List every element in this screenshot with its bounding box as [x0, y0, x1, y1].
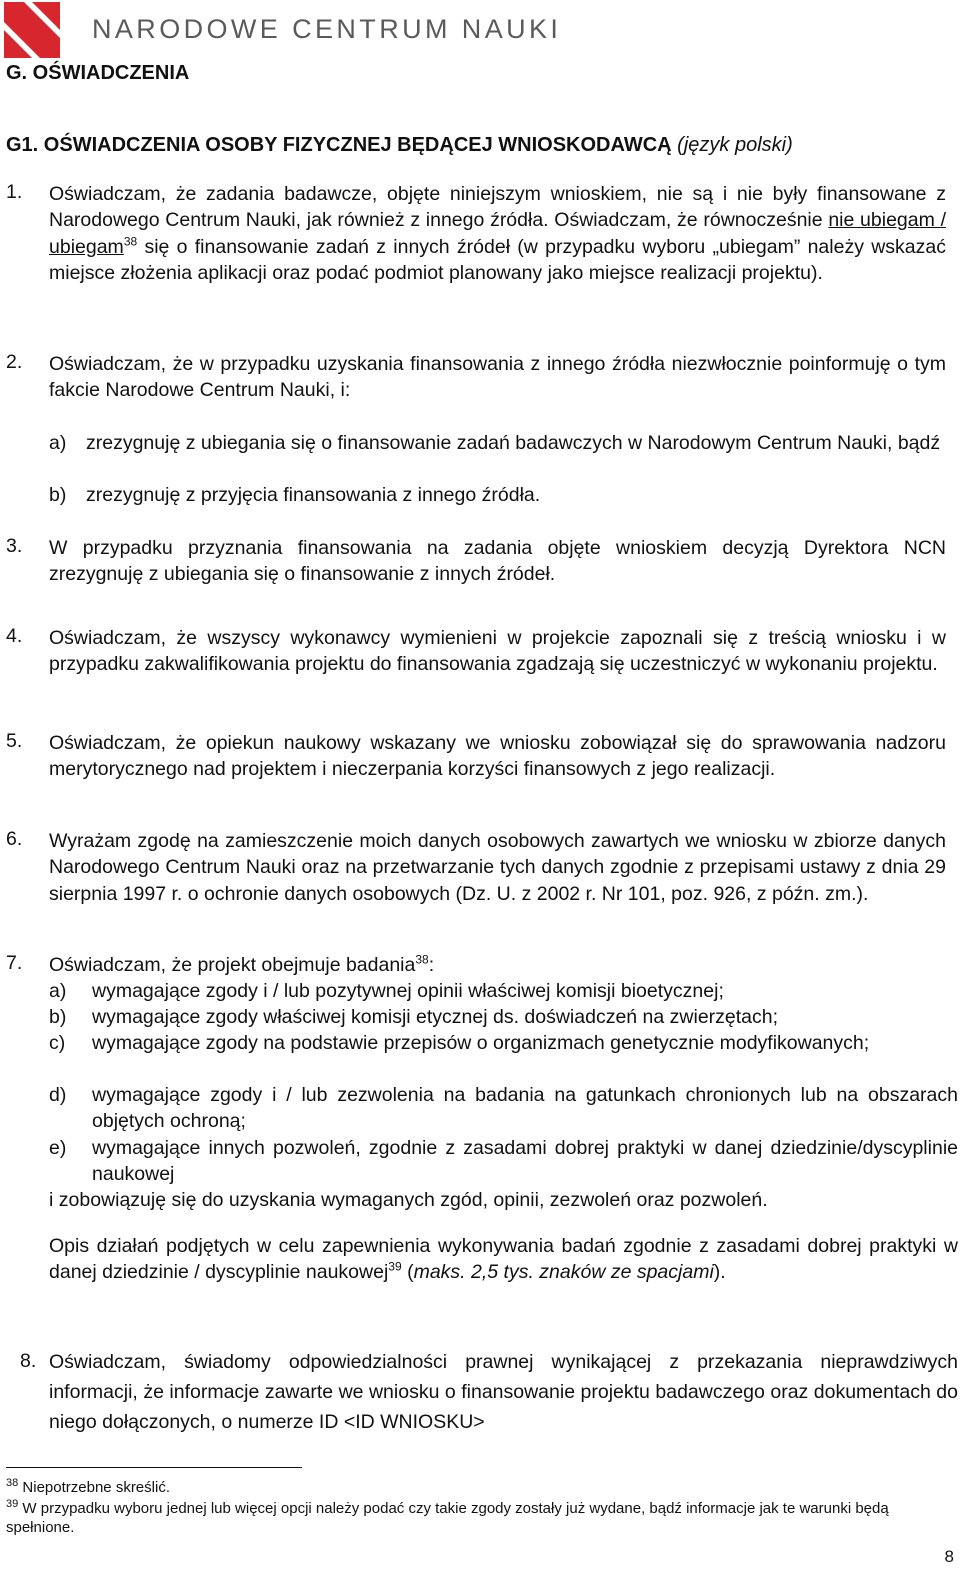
- footnote-ref-39: 39: [388, 1259, 402, 1274]
- footnote-38: [6, 1478, 946, 1497]
- item-7-sub-label: e): [49, 1137, 67, 1159]
- footnote-ref-38: 38: [123, 234, 138, 249]
- footnote-number: 39: [6, 1498, 19, 1510]
- item-1-text: [49, 181, 946, 287]
- page-number: 8: [944, 1547, 954, 1566]
- item-2-number: 2.: [6, 351, 23, 373]
- item-7-sub-label: a): [49, 980, 67, 1002]
- item-7-intro-end: :: [428, 954, 435, 976]
- item-3-text: W przypadku przyznania finansowania na zadania objęte wnioskiem decyzją Dyrektora NCN zrezygnuję z ubiegania się o finansowanie z innych źródeł.: [49, 537, 946, 586]
- item-7-sub-b: [49, 1004, 958, 1030]
- item-5-text: Oświadczam, że opiekun naukowy wskazany we wniosku zobowiązał się do sprawowania nadzoru merytorycznego nad projektem i nieczerpania korzyści finansowych z jego realizacji.: [49, 732, 946, 781]
- item-8-text: Oświadczam, świadomy odpowiedzialności prawnej wynikającej z przekazania nieprawdziwych informacji, że informacje zawarte we wniosku o finansowanie projektu badawczego oraz dokumentach do niego dołączonych, o numerze ID <ID WNIOSKU>: [49, 1351, 958, 1433]
- item-7-sub-label: d): [49, 1084, 67, 1106]
- item-7-opis-note: maks. 2,5 tys. znaków ze spacjami: [413, 1261, 714, 1284]
- item-1-choice: nie ubiegam / ubiegam: [49, 209, 946, 258]
- item-2-sub-b: [49, 482, 946, 508]
- item-4-text: Oświadczam, że wszyscy wykonawcy wymienieni w projekcie zapoznali się z treścią wniosku i w przypadku zakwalifikowania projektu do finansowania zgadzają się uczestniczyć w wykonaniu projektu.: [49, 627, 946, 676]
- item-1-text-b: się o finansowanie zadań z innych źródeł (w przypadku wyboru „ubiegam” należy wskazać miejsce złożenia aplikacji oraz podać podmiot planowany jako miejsce realizacji projektu).: [49, 235, 946, 285]
- item-7-sub-text: wymagające innych pozwoleń, zgodnie z zasadami dobrej praktyki w danej dziedzinie/dyscyplinie naukowej: [92, 1137, 958, 1186]
- subsection-lang: (język polski): [677, 134, 793, 156]
- item-2-sub-a-label: a): [49, 432, 67, 454]
- item-6-text: Wyrażam zgodę na zamieszczenie moich danych osobowych zawartych we wniosku w zbiorze danych Narodowego Centrum Nauki oraz na przetwarzanie tych danych zgodnie z przepisami ustawy z dnia 29 sierpnia 1997 r. o ochronie danych osobowych (Dz. U. z 2002 r. Nr 101, poz. 926, z późn. zm.).: [49, 830, 946, 905]
- item-1-text-a: Oświadczam, że zadania badawcze, objęte niniejszym wnioskiem, nie są i nie były finansowane z Narodowego Centrum Nauki, jak również z innego źródła. Oświadczam, że równocześnie: [49, 183, 946, 232]
- item-2-sub-b-text: zrezygnuję z przyjęcia finansowania z innego źródła.: [86, 484, 541, 506]
- item-6-number: 6.: [6, 828, 23, 850]
- item-7-opis: Opis działań podjętych w celu zapewnienia wykonywania badań zgodnie z zasadami dobrej praktyki w danej dziedzinie / dyscyplinie naukowej$^{39}$ (maks. 2,5 tys. znaków ze spacjami).: [49, 1235, 958, 1284]
- item-2-text: Oświadczam, że w przypadku uzyskania finansowania z innego źródła niezwłocznie poinformuję o tym fakcie Narodowe Centrum Nauki, i:: [49, 353, 946, 402]
- item-8-number: 8.: [20, 1350, 37, 1372]
- item-7-sub-label: b): [49, 1006, 67, 1028]
- subsection-title-text: G1. OŚWIADCZENIA OSOBY FIZYCZNEJ BĘDĄCEJ WNIOSKODAWCĄ: [6, 134, 672, 156]
- item-7-sub-label: c): [49, 1032, 66, 1054]
- footnote-text: W przypadku wyboru jednej lub więcej opcji należy podać czy takie zgody zostały już wydane, bądź informacje jak te warunki będą spełnione.: [6, 1500, 889, 1536]
- item-7-sub-c: [49, 1030, 958, 1056]
- footnote-divider: [6, 1467, 302, 1468]
- footnote-39: [6, 1499, 946, 1537]
- item-7-sub-text: wymagające zgody i / lub zezwolenia na badania na gatunkach chronionych lub na obszarach objętych ochroną;: [92, 1084, 958, 1133]
- item-7-closing: i zobowiązuję się do uzyskania wymaganych zgód, opinii, zezwoleń oraz pozwoleń.: [49, 1189, 768, 1211]
- subsection-title: [6, 134, 793, 157]
- item-7-sub-a: [49, 978, 958, 1004]
- item-7-sub-e: [49, 1135, 958, 1188]
- ncn-logo-icon: [4, 2, 60, 58]
- item-4-number: 4.: [6, 625, 23, 647]
- item-7-intro-text: Oświadczam, że projekt obejmuje badania: [49, 954, 416, 976]
- item-7-sub-text: wymagające zgody i / lub pozytywnej opinii właściwej komisji bioetycznej;: [92, 980, 724, 1002]
- item-2-sub-a: [49, 430, 946, 456]
- footnote-number: 38: [6, 1477, 19, 1489]
- item-7-opis-text: Opis działań podjętych w celu zapewnienia wykonywania badań zgodnie z zasadami dobrej praktyki w danej dziedzinie / dyscyplinie naukowej: [49, 1235, 958, 1284]
- item-7-intro: [49, 952, 958, 978]
- footnote-text: Niepotrzebne skreślić.: [22, 1479, 170, 1496]
- brand-name: NARODOWE CENTRUM NAUKI: [92, 14, 562, 44]
- item-2-sub-b-label: b): [49, 484, 67, 506]
- item-3-number: 3.: [6, 535, 23, 557]
- item-7-sub-text: wymagające zgody właściwej komisji etycznej ds. doświadczeń na zwierzętach;: [92, 1006, 779, 1028]
- footnote-ref-38: 38: [415, 952, 429, 967]
- item-5-number: 5.: [6, 730, 23, 752]
- item-1-number: 1.: [6, 181, 23, 203]
- item-7-number: 7.: [6, 952, 23, 974]
- item-2-sub-a-text: zrezygnuję z ubiegania się o finansowanie zadań badawczych w Narodowym Centrum Nauki, bądź: [86, 432, 941, 454]
- item-7-sub-text: wymagające zgody na podstawie przepisów o organizmach genetycznie modyfikowanych;: [92, 1032, 870, 1054]
- section-title: G. OŚWIADCZENIA: [6, 62, 190, 84]
- item-7-sub-d: [49, 1082, 958, 1135]
